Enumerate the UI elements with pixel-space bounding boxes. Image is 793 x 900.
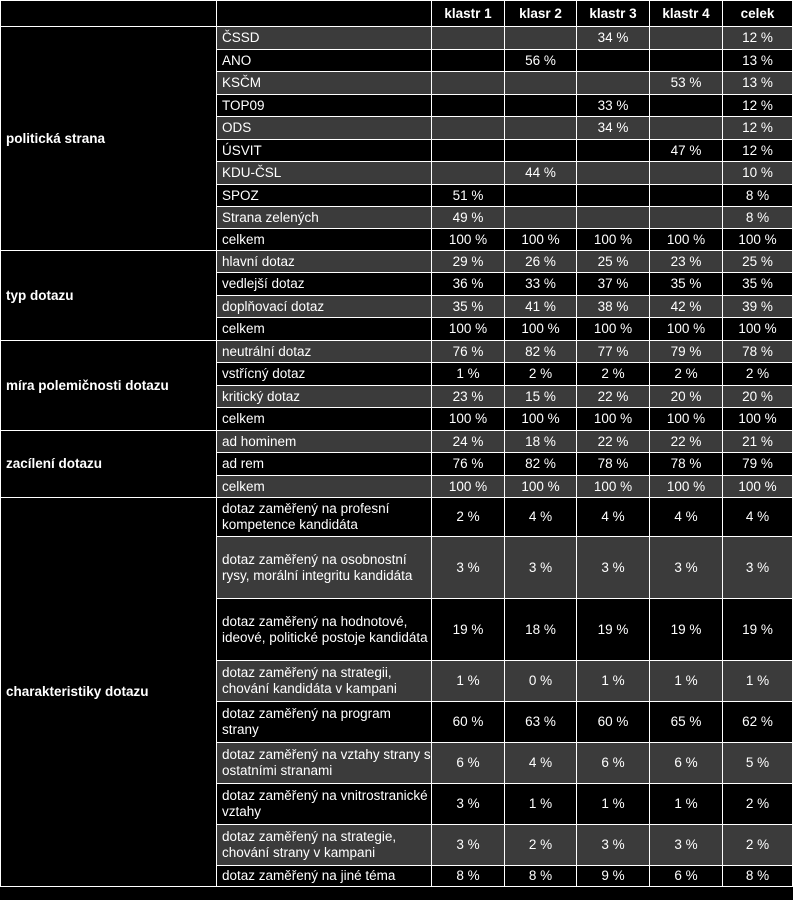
- value-cell: 8 %: [505, 866, 577, 887]
- row-label: dotaz zaměřený na program strany: [217, 702, 432, 743]
- value-cell: 21 %: [723, 431, 793, 453]
- value-cell: 4 %: [650, 498, 723, 537]
- row-label: ÚSVIT: [217, 140, 432, 162]
- value-cell: 100 %: [723, 229, 793, 251]
- value-cell: 22 %: [577, 386, 650, 408]
- value-cell: 60 %: [432, 702, 505, 743]
- value-cell: 3 %: [577, 825, 650, 866]
- value-cell: [650, 50, 723, 72]
- value-cell: 100 %: [577, 229, 650, 251]
- value-cell: 23 %: [650, 251, 723, 273]
- row-label: dotaz zaměřený na vztahy strany s ostatními stranami: [217, 743, 432, 784]
- row-label: KDU-ČSL: [217, 162, 432, 185]
- value-cell: 35 %: [650, 273, 723, 296]
- value-cell: 38 %: [577, 296, 650, 318]
- value-cell: 65 %: [650, 702, 723, 743]
- value-cell: [505, 117, 577, 140]
- value-cell: 100 %: [650, 229, 723, 251]
- value-cell: 6 %: [650, 743, 723, 784]
- value-cell: [432, 27, 505, 50]
- value-cell: 5 %: [723, 743, 793, 784]
- row-label: vstřícný dotaz: [217, 363, 432, 386]
- value-cell: [577, 162, 650, 185]
- value-cell: 2 %: [723, 784, 793, 825]
- value-cell: 13 %: [723, 72, 793, 95]
- value-cell: 2 %: [577, 363, 650, 386]
- row-label: dotaz zaměřený na osobnostní rysy, morální integritu kandidáta: [217, 537, 432, 599]
- table-row: [1, 498, 793, 537]
- value-cell: 22 %: [577, 431, 650, 453]
- value-cell: 41 %: [505, 296, 577, 318]
- value-cell: 100 %: [577, 318, 650, 341]
- value-cell: 4 %: [505, 743, 577, 784]
- value-cell: [577, 50, 650, 72]
- value-cell: 8 %: [723, 207, 793, 229]
- value-cell: 23 %: [432, 386, 505, 408]
- value-cell: 60 %: [577, 702, 650, 743]
- value-cell: 76 %: [432, 341, 505, 363]
- corner-cell: [1, 1, 217, 27]
- value-cell: 4 %: [505, 498, 577, 537]
- value-cell: 79 %: [650, 341, 723, 363]
- value-cell: [432, 72, 505, 95]
- value-cell: 34 %: [577, 117, 650, 140]
- row-label: dotaz zaměřený na jiné téma: [217, 866, 432, 887]
- value-cell: 1 %: [650, 661, 723, 702]
- value-cell: 24 %: [432, 431, 505, 453]
- row-label: celkem: [217, 408, 432, 431]
- value-cell: 3 %: [650, 825, 723, 866]
- value-cell: 26 %: [505, 251, 577, 273]
- value-cell: [505, 27, 577, 50]
- value-cell: 100 %: [432, 408, 505, 431]
- value-cell: 3 %: [432, 784, 505, 825]
- row-label: vedlejší dotaz: [217, 273, 432, 296]
- value-cell: [505, 72, 577, 95]
- value-cell: 29 %: [432, 251, 505, 273]
- row-label: dotaz zaměřený na strategii, chování kandidáta v kampani: [217, 661, 432, 702]
- value-cell: 100 %: [505, 476, 577, 498]
- value-cell: 1 %: [432, 661, 505, 702]
- value-cell: [432, 162, 505, 185]
- column-header: celek: [723, 1, 793, 27]
- value-cell: 1 %: [650, 784, 723, 825]
- value-cell: 100 %: [432, 476, 505, 498]
- value-cell: 34 %: [577, 27, 650, 50]
- value-cell: 6 %: [577, 743, 650, 784]
- value-cell: 78 %: [723, 341, 793, 363]
- value-cell: 42 %: [650, 296, 723, 318]
- value-cell: 79 %: [723, 453, 793, 476]
- value-cell: 53 %: [650, 72, 723, 95]
- value-cell: 8 %: [432, 866, 505, 887]
- value-cell: [650, 162, 723, 185]
- value-cell: 2 %: [723, 363, 793, 386]
- value-cell: 76 %: [432, 453, 505, 476]
- value-cell: 19 %: [432, 599, 505, 661]
- value-cell: 62 %: [723, 702, 793, 743]
- value-cell: [650, 95, 723, 117]
- value-cell: 100 %: [723, 318, 793, 341]
- value-cell: 1 %: [577, 784, 650, 825]
- value-cell: [577, 185, 650, 207]
- value-cell: 18 %: [505, 599, 577, 661]
- value-cell: 3 %: [432, 537, 505, 599]
- value-cell: 3 %: [723, 537, 793, 599]
- row-label: KSČM: [217, 72, 432, 95]
- row-label: dotaz zaměřený na vnitrostranické vztahy: [217, 784, 432, 825]
- value-cell: 44 %: [505, 162, 577, 185]
- table-row: [1, 27, 793, 50]
- value-cell: 82 %: [505, 453, 577, 476]
- value-cell: [650, 27, 723, 50]
- value-cell: 19 %: [577, 599, 650, 661]
- row-label: dotaz zaměřený na profesní kompetence kandidáta: [217, 498, 432, 537]
- value-cell: 0 %: [505, 661, 577, 702]
- value-cell: 100 %: [723, 476, 793, 498]
- value-cell: 19 %: [650, 599, 723, 661]
- value-cell: 82 %: [505, 341, 577, 363]
- value-cell: 12 %: [723, 95, 793, 117]
- row-label: ANO: [217, 50, 432, 72]
- value-cell: 18 %: [505, 431, 577, 453]
- row-label: dotaz zaměřený na hodnotové, ideové, politické postoje kandidáta: [217, 599, 432, 661]
- value-cell: 6 %: [650, 866, 723, 887]
- column-header: klastr 1: [432, 1, 505, 27]
- group-label: typ dotazu: [1, 251, 217, 341]
- value-cell: 1 %: [505, 784, 577, 825]
- value-cell: 3 %: [432, 825, 505, 866]
- value-cell: 47 %: [650, 140, 723, 162]
- row-label: Strana zelených: [217, 207, 432, 229]
- value-cell: 100 %: [650, 476, 723, 498]
- value-cell: 100 %: [650, 408, 723, 431]
- row-label: kritický dotaz: [217, 386, 432, 408]
- value-cell: 78 %: [577, 453, 650, 476]
- value-cell: [505, 185, 577, 207]
- table-row: [1, 251, 793, 273]
- value-cell: 35 %: [723, 273, 793, 296]
- value-cell: 77 %: [577, 341, 650, 363]
- corner-cell: [217, 1, 432, 27]
- value-cell: [505, 207, 577, 229]
- group-label: zacílení dotazu: [1, 431, 217, 498]
- value-cell: 33 %: [505, 273, 577, 296]
- value-cell: 19 %: [723, 599, 793, 661]
- header-row: [1, 1, 793, 27]
- value-cell: 100 %: [577, 476, 650, 498]
- value-cell: 35 %: [432, 296, 505, 318]
- value-cell: 3 %: [577, 537, 650, 599]
- value-cell: 100 %: [505, 408, 577, 431]
- value-cell: 4 %: [577, 498, 650, 537]
- value-cell: [577, 72, 650, 95]
- value-cell: 20 %: [723, 386, 793, 408]
- value-cell: 2 %: [505, 825, 577, 866]
- value-cell: 100 %: [505, 229, 577, 251]
- table-row: [1, 341, 793, 363]
- value-cell: 13 %: [723, 50, 793, 72]
- value-cell: 22 %: [650, 431, 723, 453]
- value-cell: [432, 140, 505, 162]
- value-cell: 6 %: [432, 743, 505, 784]
- row-label: celkem: [217, 318, 432, 341]
- row-label: doplňovací dotaz: [217, 296, 432, 318]
- group-label: charakteristiky dotazu: [1, 498, 217, 887]
- row-label: ČSSD: [217, 27, 432, 50]
- value-cell: [432, 117, 505, 140]
- value-cell: [650, 117, 723, 140]
- value-cell: 39 %: [723, 296, 793, 318]
- row-label: celkem: [217, 229, 432, 251]
- value-cell: 2 %: [432, 498, 505, 537]
- value-cell: 2 %: [650, 363, 723, 386]
- row-label: celkem: [217, 476, 432, 498]
- column-header: klasr 2: [505, 1, 577, 27]
- value-cell: 51 %: [432, 185, 505, 207]
- row-label: ad rem: [217, 453, 432, 476]
- value-cell: [650, 185, 723, 207]
- value-cell: 10 %: [723, 162, 793, 185]
- value-cell: 100 %: [650, 318, 723, 341]
- value-cell: 4 %: [723, 498, 793, 537]
- value-cell: 33 %: [577, 95, 650, 117]
- value-cell: 2 %: [723, 825, 793, 866]
- value-cell: 20 %: [650, 386, 723, 408]
- column-header: klastr 4: [650, 1, 723, 27]
- value-cell: [577, 140, 650, 162]
- value-cell: 100 %: [432, 318, 505, 341]
- row-label: ODS: [217, 117, 432, 140]
- value-cell: 15 %: [505, 386, 577, 408]
- value-cell: [650, 207, 723, 229]
- value-cell: 1 %: [577, 661, 650, 702]
- group-label: politická strana: [1, 27, 217, 251]
- value-cell: 12 %: [723, 27, 793, 50]
- value-cell: [432, 95, 505, 117]
- value-cell: 12 %: [723, 140, 793, 162]
- value-cell: 63 %: [505, 702, 577, 743]
- value-cell: 2 %: [505, 363, 577, 386]
- value-cell: 36 %: [432, 273, 505, 296]
- row-label: hlavní dotaz: [217, 251, 432, 273]
- row-label: neutrální dotaz: [217, 341, 432, 363]
- value-cell: 12 %: [723, 117, 793, 140]
- row-label: SPOZ: [217, 185, 432, 207]
- value-cell: 100 %: [723, 408, 793, 431]
- value-cell: 56 %: [505, 50, 577, 72]
- value-cell: 1 %: [432, 363, 505, 386]
- value-cell: [505, 95, 577, 117]
- value-cell: 1 %: [723, 661, 793, 702]
- row-label: ad hominem: [217, 431, 432, 453]
- value-cell: 100 %: [432, 229, 505, 251]
- table-row: [1, 431, 793, 453]
- value-cell: 8 %: [723, 866, 793, 887]
- value-cell: 49 %: [432, 207, 505, 229]
- value-cell: 100 %: [577, 408, 650, 431]
- value-cell: [505, 140, 577, 162]
- value-cell: 3 %: [650, 537, 723, 599]
- value-cell: 9 %: [577, 866, 650, 887]
- value-cell: 3 %: [505, 537, 577, 599]
- row-label: TOP09: [217, 95, 432, 117]
- value-cell: 25 %: [577, 251, 650, 273]
- value-cell: 78 %: [650, 453, 723, 476]
- value-cell: 37 %: [577, 273, 650, 296]
- value-cell: 25 %: [723, 251, 793, 273]
- group-label: míra polemičnosti dotazu: [1, 341, 217, 431]
- value-cell: [432, 50, 505, 72]
- value-cell: [577, 207, 650, 229]
- column-header: klastr 3: [577, 1, 650, 27]
- value-cell: 100 %: [505, 318, 577, 341]
- value-cell: 8 %: [723, 185, 793, 207]
- row-label: dotaz zaměřený na strategie, chování strany v kampani: [217, 825, 432, 866]
